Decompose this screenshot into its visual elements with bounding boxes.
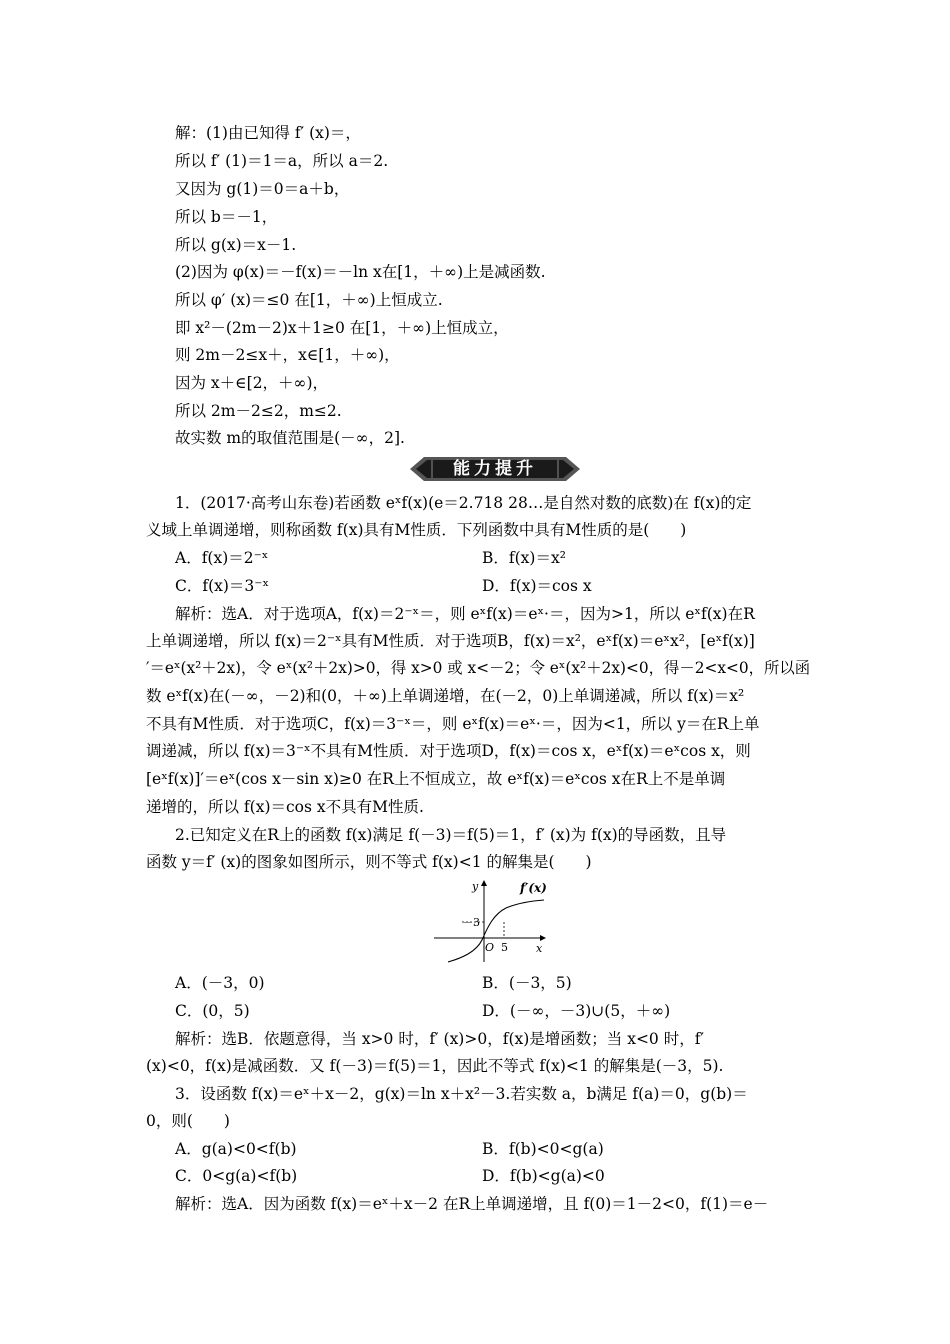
q1-stem-line: 1．(2017·高考山东卷)若函数 eˣf(x)(e＝2.718 28…是自然对数的底数)在 f(x)的定 — [175, 494, 752, 512]
q2-option-a: A．(－3，0) — [175, 974, 265, 992]
curve-label: f′(x) — [520, 881, 547, 895]
x-axis-arrow — [540, 935, 546, 941]
q2-option-c: C．(0，5) — [175, 1002, 250, 1020]
q3-option-c: C．0<g(a)<f(b) — [175, 1167, 298, 1185]
q2-analysis-line: (x)<0，f(x)是减函数．又 f(－3)＝f(5)＝1，因此不等式 f(x)<1 的解集是(－3，5). — [146, 1057, 724, 1075]
q1-option-d: D．f(x)＝cos x — [482, 577, 592, 595]
section-banner — [410, 455, 580, 483]
q3-option-d: D．f(b)<g(a)<0 — [482, 1167, 605, 1185]
q1-option-c: C．f(x)＝3⁻ˣ — [175, 577, 270, 595]
solution-line: 则 2m－2≤x＋，x∈[1，＋∞)， — [175, 346, 400, 364]
q1-analysis-line: ′＝eˣ(x²＋2x)，令 eˣ(x²＋2x)>0，得 x>0 或 x<－2；令 eˣ(x²＋2x)<0，得－2<x<0，所以函 — [146, 659, 811, 677]
solution-line: 因为 x＋∈[2，＋∞)， — [175, 374, 329, 392]
q1-option-b: B．f(x)＝x² — [482, 549, 566, 567]
q2-analysis-line: 解析：选B．依题意得，当 x>0 时，f′ (x)>0，f(x)是增函数；当 x<0 时，f′ — [175, 1030, 704, 1048]
q1-analysis-line: 解析：选A．对于选项A，f(x)＝2⁻ˣ＝，则 eˣf(x)＝eˣ·＝，因为>1，所以 eˣf(x)在R — [175, 605, 755, 623]
q3-stem-line: 0，则( ) — [146, 1112, 230, 1130]
q2-stem-line: 函数 y＝f′ (x)的图象如图所示，则不等式 f(x)<1 的解集是( ) — [146, 853, 592, 871]
origin-label: O — [485, 941, 495, 954]
graph-svg — [432, 878, 548, 964]
q1-analysis-line: 递增的，所以 f(x)＝cos x不具有M性质. — [146, 798, 424, 816]
q3-option-b: B．f(b)<0<g(a) — [482, 1140, 604, 1158]
solution-line: 所以 φ′ (x)＝≤0 在[1，＋∞)上恒成立. — [175, 291, 443, 309]
y-axis-label: y — [472, 880, 479, 893]
solution-line: 所以 b＝－1， — [175, 208, 278, 226]
solution-line: 所以 f′ (1)＝1＝a，所以 a＝2. — [175, 152, 389, 170]
tick-label-5: 5 — [501, 941, 508, 954]
solution-line: 所以 g(x)＝x－1. — [175, 236, 297, 254]
q2-option-b: B．(－3，5) — [482, 974, 572, 992]
q3-analysis-line: 解析：选A．因为函数 f(x)＝eˣ＋x－2 在R上单调递增，且 f(0)＝1－2<0，f(1)＝e－ — [175, 1195, 769, 1213]
q1-analysis-line: [eˣf(x)]′＝eˣ(cos x－sin x)≥0 在R上不恒成立，故 eˣf(x)＝eˣcos x在R上不是单调 — [146, 770, 726, 788]
q3-option-a: A．g(a)<0<f(b) — [175, 1140, 297, 1158]
q1-analysis-line: 不具有M性质．对于选项C，f(x)＝3⁻ˣ＝，则 eˣf(x)＝eˣ·＝，因为<1，所以 y＝在R上单 — [146, 715, 760, 733]
q1-option-a: A．f(x)＝2⁻ˣ — [175, 549, 269, 567]
tick-label-neg3: －3 — [462, 916, 480, 929]
solution-line: 又因为 g(1)＝0＝a＋b， — [175, 180, 350, 198]
q2-option-d: D．(－∞，－3)∪(5，＋∞) — [482, 1002, 671, 1020]
solution-line: 故实数 m的取值范围是(－∞，2]. — [175, 429, 405, 447]
derivative-graph — [432, 878, 548, 964]
x-axis-label: x — [536, 942, 543, 955]
solution-line: (2)因为 φ(x)＝－f(x)＝－ln x在[1，＋∞)上是减函数. — [175, 263, 546, 281]
q1-analysis-line: 调递减，所以 f(x)＝3⁻ˣ不具有M性质．对于选项D，f(x)＝cos x，eˣf(x)＝eˣcos x，则 — [146, 742, 751, 760]
q3-stem-line: 3．设函数 f(x)＝eˣ＋x－2，g(x)＝ln x＋x²－3.若实数 a，b满足 f(a)＝0，g(b)＝ — [175, 1085, 748, 1103]
q1-stem-line: 义域上单调递增，则称函数 f(x)具有M性质．下列函数中具有M性质的是( ) — [146, 521, 687, 539]
q1-analysis-line: 数 eˣf(x)在(－∞，－2)和(0，＋∞)上单调递增，在(－2，0)上单调递减，所以 f(x)＝x² — [146, 687, 745, 705]
q2-stem-line: 2.已知定义在R上的函数 f(x)满足 f(－3)＝f(5)＝1，f′ (x)为 f(x)的导函数，且导 — [175, 826, 727, 844]
solution-line: 解：(1)由已知得 f′ (x)＝， — [175, 124, 361, 142]
q1-analysis-line: 上单调递增，所以 f(x)＝2⁻ˣ具有M性质．对于选项B，f(x)＝x²，eˣf(x)＝eˣx²，[eˣf(x)] — [146, 632, 755, 650]
solution-line: 即 x²－(2m－2)x＋1≥0 在[1，＋∞)上恒成立， — [175, 319, 509, 337]
solution-line: 所以 2m－2≤2，m≤2. — [175, 402, 342, 420]
y-axis-arrow — [481, 880, 487, 886]
banner-title: 能力提升 — [453, 459, 537, 479]
derivative-curve — [448, 900, 544, 962]
